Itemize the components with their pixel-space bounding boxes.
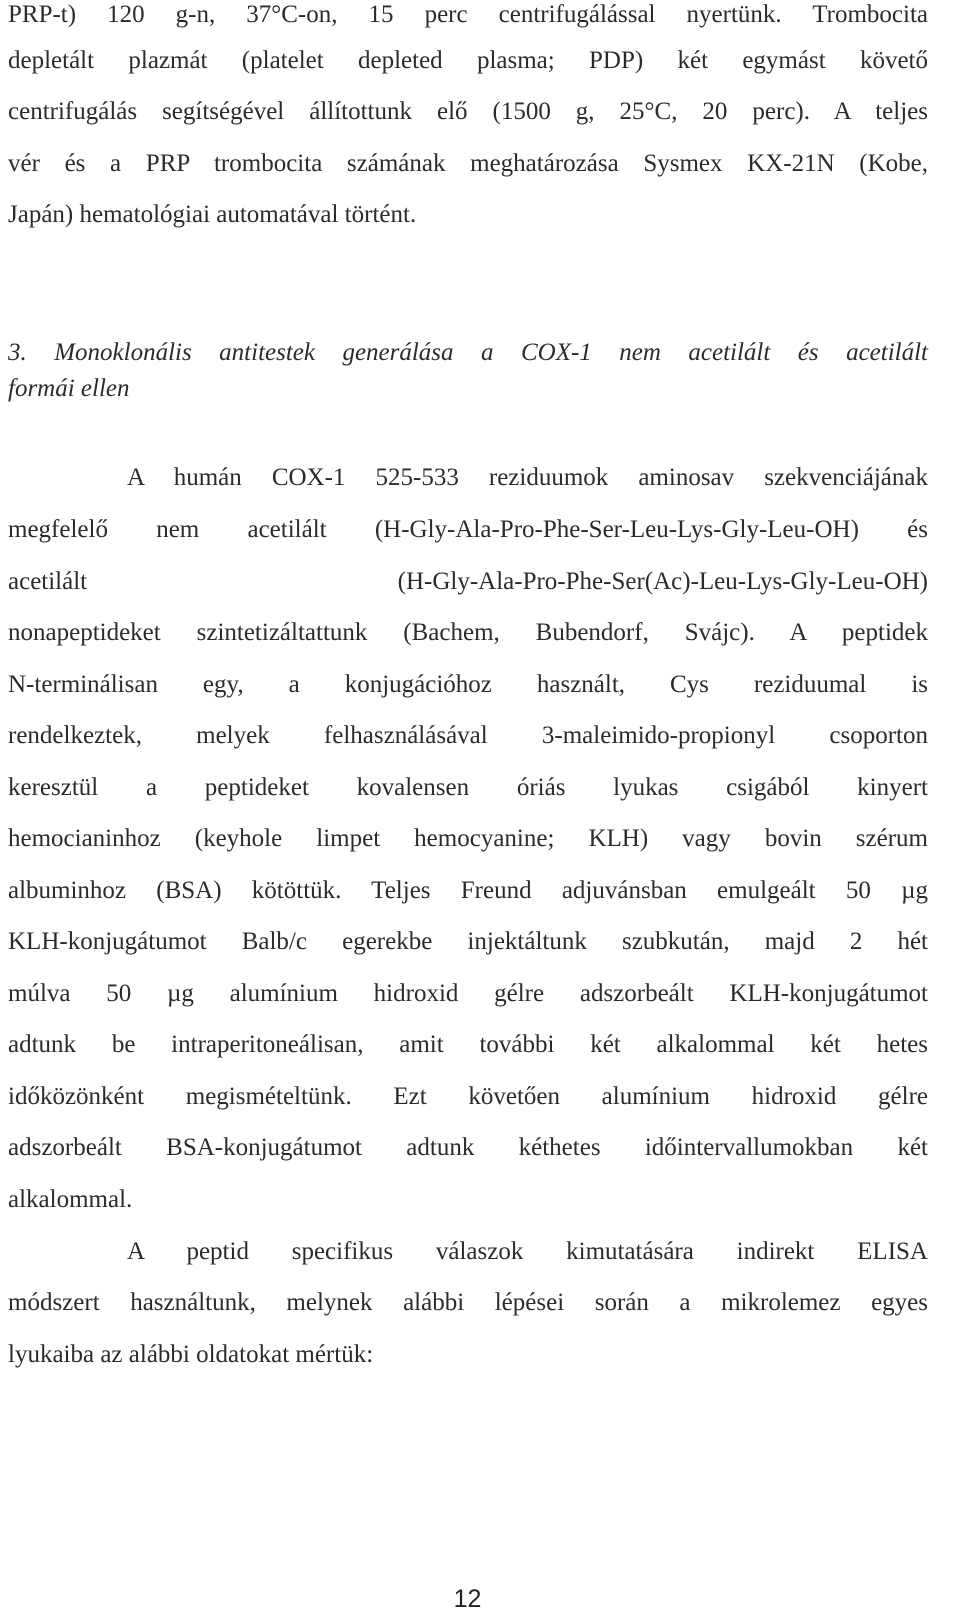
paragraph1-line-5: N-terminálisan egy, a konjugációhoz használt, Cys reziduumal is [8,671,928,698]
intro-line-1: PRP-t) 120 g-n, 37°C-on, 15 perc centrifugálással nyertünk. Trombocita [8,1,928,28]
paragraph1-line-3-left: acetilált [8,568,88,595]
paragraph1-line-2: megfelelő nem acetilált (H-Gly-Ala-Pro-Phe-Ser-Leu-Lys-Gly-Leu-OH) és [8,516,928,543]
paragraph2-last-line: lyukaiba az alábbi oldatokat mértük: [8,1341,374,1368]
paragraph1-line-3 [8,567,928,597]
paragraph1-last-line: alkalommal. [8,1186,133,1213]
paragraph2-line-2: módszert használtunk, melynek alábbi lépései során a mikrolemez egyes [8,1289,928,1316]
intro-line-5: Japán) hematológiai automatával történt. [8,201,417,228]
paragraph1-line-10: KLH-konjugátumot Balb/c egerekbe injektáltunk szubkután, majd 2 hét [8,928,928,955]
intro-line-2: depletált plazmát (platelet depleted plasma; PDP) két egymást követő [8,47,928,74]
paragraph1-line-13: időközönként megismételtünk. Ezt követően alumínium hidroxid gélre [8,1083,928,1110]
paragraph1-first-line: A humán COX-1 525-533 reziduumok aminosav szekvenciájának [127,464,928,491]
paragraph1-line-8: hemocianinhoz (keyhole limpet hemocyanine; KLH) vagy bovin szérum [8,825,928,852]
intro-line-4: vér és a PRP trombocita számának meghatározása Sysmex KX-21N (Kobe, [8,150,928,177]
paragraph1-line-7: keresztül a peptideket kovalensen óriás lyukas csigából kinyert [8,774,928,801]
intro-line-3: centrifugálás segítségével állítottunk elő (1500 g, 25°C, 20 perc). A teljes [8,98,928,125]
paragraph1-line-14: adszorbeált BSA-konjugátumot adtunk kéthetes időintervallumokban két [8,1134,928,1161]
paragraph1-line-11: múlva 50 µg alumínium hidroxid gélre adszorbeált KLH-konjugátumot [8,980,928,1007]
section-heading-line-2: formái ellen [8,375,130,402]
paragraph1-line-9: albuminhoz (BSA) kötöttük. Teljes Freund adjuvánsban emulgeált 50 µg [8,877,928,904]
paragraph1-line-4: nonapeptideket szintetizáltattunk (Bachem, Bubendorf, Svájc). A peptidek [8,619,928,646]
paragraph2-first-line: A peptid specifikus válaszok kimutatására indirekt ELISA [127,1238,928,1265]
paragraph1-line-6: rendelkeztek, melyek felhasználásával 3-maleimido-propionyl csoporton [8,722,928,749]
page-number: 12 [453,1585,482,1613]
paragraph1-line-12: adtunk be intraperitoneálisan, amit további két alkalommal két hetes [8,1031,928,1058]
paragraph1-line-3-right: (H-Gly-Ala-Pro-Phe-Ser(Ac)-Leu-Lys-Gly-Leu-OH) [397,568,928,595]
section-heading-line-1: 3. Monoklonális antitestek generálása a COX-1 nem acetilált és acetilált [8,339,928,366]
